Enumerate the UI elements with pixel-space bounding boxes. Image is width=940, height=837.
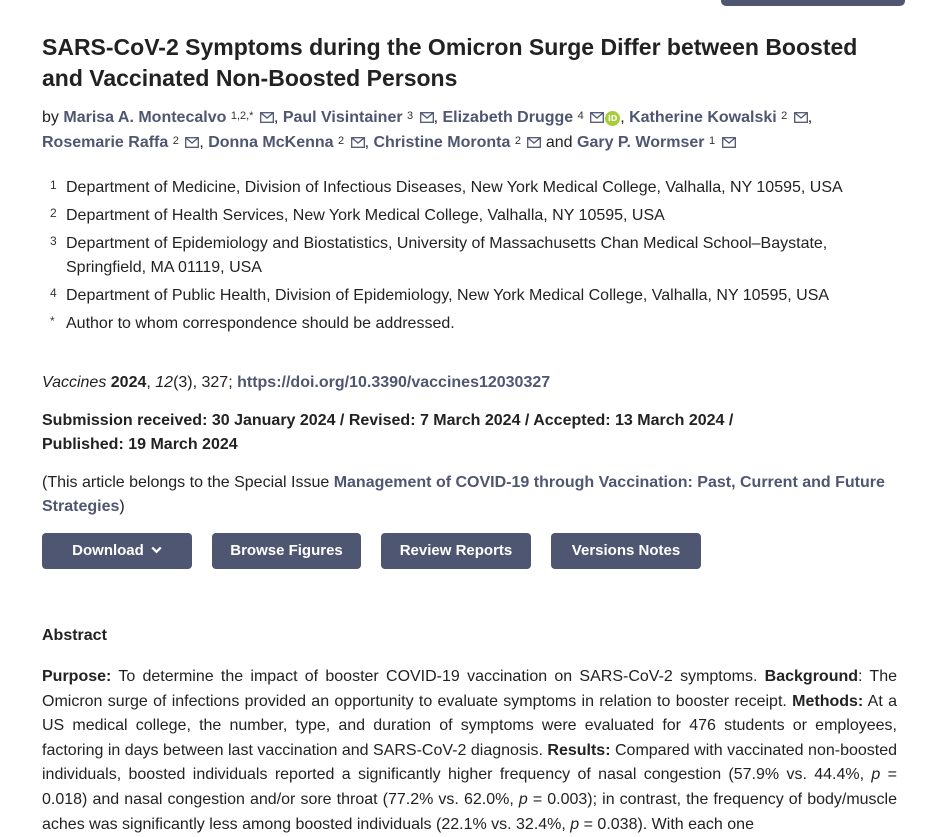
author-affiliation-sup: 1	[708, 135, 716, 147]
affiliation-number: 2	[50, 206, 57, 220]
affiliation-item	[42, 176, 902, 200]
mail-icon[interactable]	[590, 107, 604, 131]
results-text: = 0.018) and nasal congestion and/or sore throat (77.2% vs. 62.0%,	[42, 766, 897, 808]
author-link[interactable]: Christine Moronta	[373, 134, 511, 151]
versions-notes-button[interactable]: Versions Notes	[551, 533, 701, 569]
author-list: by Marisa A. Montecalvo $^{1,2,*}$ , Paul Visintainer $^3$ , Elizabeth Drugge $^4$ iD , Katherine Kowalski $^2$ , Rosemarie Raffa $^2$ , Donna McKenna $^2$ , Christine Moronta $^2$ and Gary P. Wormser $^1$	[42, 106, 902, 156]
purpose-text: To determine the impact of booster COVID-19 vaccination on SARS-CoV-2 symptoms.	[111, 668, 765, 685]
citation: Vaccines 2024, 12(3), 327; https://doi.org/10.3390/vaccines12030327	[42, 374, 551, 391]
affiliation-item	[42, 312, 902, 336]
browse-figures-button[interactable]: Browse Figures	[212, 533, 361, 569]
affiliation-text: Department of Epidemiology and Biostatistics, University of Massachusetts Chan Medical School–Baystate, Springfield, MA 01119, USA	[66, 235, 828, 276]
author-affiliation-sup: 2	[514, 135, 521, 147]
affiliation-text: Department of Health Services, New York Medical College, Valhalla, NY 10595, USA	[66, 207, 665, 224]
p-value-symbol: p	[871, 766, 881, 784]
special-issue-note	[42, 471, 892, 519]
and-label: and	[545, 134, 573, 151]
author-affiliation-sup: 2	[781, 110, 788, 122]
doi-link[interactable]: https://doi.org/10.3390/vaccines12030327	[237, 374, 551, 391]
author-affiliation-sup: 2	[172, 135, 179, 147]
by-label: by	[42, 109, 59, 126]
affiliation-list	[42, 176, 902, 340]
author-affiliation-sup: 2	[338, 135, 345, 147]
purpose-label: Purpose:	[42, 668, 112, 685]
author-link[interactable]: Elizabeth Drugge	[442, 109, 574, 126]
mail-icon[interactable]	[527, 132, 541, 156]
affiliation-text: Department of Public Health, Division of Epidemiology, New York Medical College, Valhalla, NY 10595, USA	[66, 287, 830, 304]
mail-icon[interactable]	[185, 132, 199, 156]
citation-year: 2024	[110, 374, 147, 391]
author-link[interactable]: Katherine Kowalski	[629, 109, 777, 126]
mail-icon[interactable]	[794, 107, 808, 131]
mail-icon[interactable]	[722, 132, 736, 156]
article-title: SARS-CoV-2 Symptoms during the Omicron Surge Differ between Boosted and Vaccinated Non-Boosted Persons	[42, 34, 858, 91]
download-button[interactable]	[42, 533, 192, 569]
affiliation-number: 4	[50, 286, 57, 300]
results-label: Results:	[547, 741, 611, 759]
results-text: Compared with vaccinated non-boosted individuals, boosted individuals reported a significantly higher frequency of nasal congestion (57.9% vs. 44.4%,	[42, 741, 898, 784]
affiliation-item	[42, 284, 902, 308]
author-link[interactable]: Rosemarie Raffa	[42, 134, 169, 151]
background-label: Background	[764, 668, 859, 685]
methods-label: Methods:	[792, 692, 864, 710]
author-affiliation-sup: 3	[407, 110, 414, 122]
author-link[interactable]: Marisa A. Montecalvo	[63, 109, 227, 126]
author-link[interactable]: Donna McKenna	[208, 134, 334, 151]
mail-icon[interactable]	[351, 132, 365, 156]
author-affiliation-sup: 1,2,*	[230, 110, 254, 122]
affiliation-item	[42, 204, 902, 228]
orcid-icon[interactable]: iD	[605, 111, 620, 126]
review-reports-button[interactable]: Review Reports	[381, 533, 531, 569]
special-issue-link[interactable]: Management of COVID-19 through Vaccination: Past, Current and Future Strategies	[42, 474, 885, 515]
author-affiliation-sup: 4	[577, 110, 584, 122]
citation-volume: 12	[155, 374, 174, 391]
publication-dates: Submission received: 30 January 2024 / Revised: 7 March 2024 / Accepted: 13 March 2024 / Published: 19 March 2024	[42, 412, 734, 453]
results-text: = 0.038). With each one	[579, 815, 754, 833]
author-link[interactable]: Gary P. Wormser	[577, 134, 705, 151]
author-link[interactable]: Paul Visintainer	[282, 109, 403, 126]
citation-issue: (3), 327;	[173, 374, 238, 391]
special-issue-suffix: )	[119, 498, 125, 515]
background-text: : The Omicron surge of infections provided an opportunity to evaluate symptoms in relation to booster receipt.	[42, 668, 898, 710]
abstract-text	[42, 665, 897, 837]
affiliation-text: Author to whom correspondence should be addressed.	[66, 315, 455, 332]
top-toolbar-tab[interactable]	[721, 0, 905, 6]
affiliation-item	[42, 232, 902, 280]
affiliation-number: 1	[50, 178, 57, 192]
p-value-symbol: p	[518, 790, 528, 808]
special-issue-prefix: (This article belongs to the Special Issue	[42, 474, 334, 491]
mail-icon[interactable]	[420, 107, 434, 131]
p-value-symbol: p	[570, 815, 580, 833]
chevron-down-icon	[151, 546, 162, 554]
mail-icon[interactable]	[260, 107, 274, 131]
results-text: = 0.003); in contrast, the frequency of body/muscle aches was significantly less among boosted individuals (22.1% vs. 32.4%,	[42, 790, 898, 833]
affiliation-number: 3	[50, 234, 57, 248]
download-label: Download	[72, 542, 144, 559]
abstract-heading: Abstract	[42, 627, 107, 644]
methods-text: At a US medical college, the number, type, and duration of symptoms were evaluated for 476 students or employees, factoring in days between last vaccination and SARS-CoV-2 diagnosis.	[42, 692, 897, 759]
journal-name: Vaccines	[42, 374, 107, 391]
affiliation-text: Department of Medicine, Division of Infectious Diseases, New York Medical College, Valhalla, NY 10595, USA	[66, 179, 843, 196]
affiliation-number: *	[50, 314, 55, 328]
